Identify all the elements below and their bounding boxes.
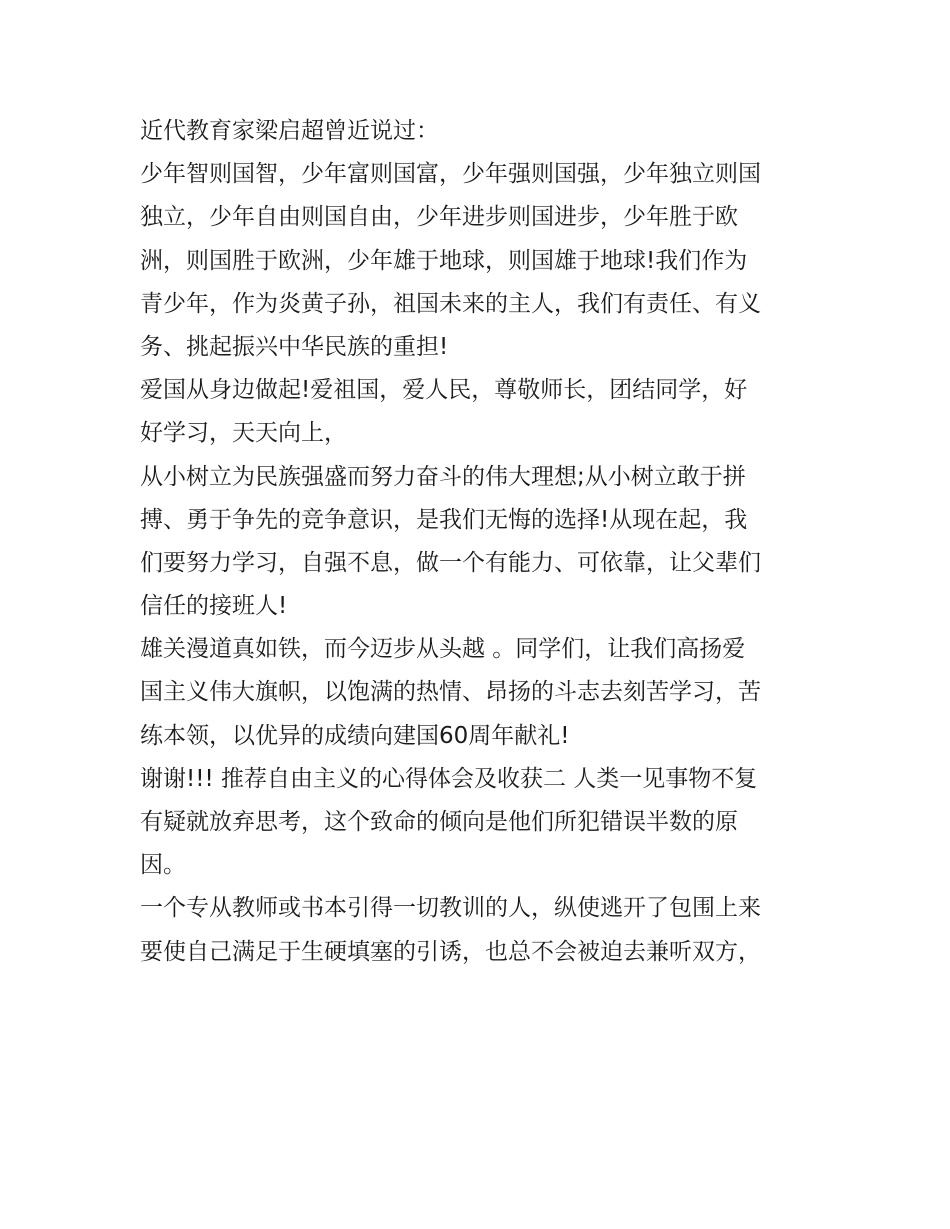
text-line: 们要努力学习，自强不息，做一个有能力、可依靠，让父辈们 bbox=[140, 549, 761, 576]
text-line: 好学习，天天向上， bbox=[140, 420, 347, 447]
text-line: 从小树立为民族强盛而努力奋斗的伟大理想;从小树立敢于拼 bbox=[140, 463, 746, 490]
text-line: 近代教育家梁启超曾近说过： bbox=[140, 118, 439, 144]
body-text bbox=[140, 110, 820, 974]
text-line: 独立，少年自由则国自由，少年进步则国进步，少年胜于欧 bbox=[140, 204, 738, 231]
text-line: 搏、勇于争先的竞争意识，是我们无悔的选择!从现在起，我 bbox=[140, 506, 748, 533]
text-line: 洲，则国胜于欧洲，少年雄于地球，则国雄于地球!我们作为 bbox=[140, 247, 748, 274]
text-line: 国主义伟大旗帜，以饱满的热情、昂扬的斗志去刻苦学习，苦 bbox=[140, 679, 761, 706]
text-line: 信任的接班人! bbox=[140, 593, 288, 620]
text-line: 谢谢!!! 推荐自由主义的心得体会及收获二 人类一见事物不复 bbox=[140, 765, 758, 792]
text-line: 有疑就放弃思考，这个致命的倾向是他们所犯错误半数的原 bbox=[140, 809, 738, 835]
text-line: 少年智则国智，少年富则国富，少年强则国强，少年独立则国 bbox=[140, 161, 761, 188]
text-line: 务、挑起振兴中华民族的重担! bbox=[140, 333, 449, 360]
text-line: 练本领，以优异的成绩向建国60周年献礼! bbox=[140, 722, 570, 749]
text-line: 爱国从身边做起!爱祖国，爱人民，尊敬师长，团结同学，好 bbox=[140, 377, 748, 404]
text-line: 要使自己满足于生硬填塞的引诱，也总不会被迫去兼听双方， bbox=[140, 938, 761, 965]
text-line: 青少年，作为炎黄子孙，祖国未来的主人，我们有责任、有义 bbox=[140, 290, 761, 317]
text-line: 雄关漫道真如铁，而今迈步从头越 。同学们，让我们高扬爱 bbox=[140, 636, 746, 663]
text-line: 因。 bbox=[140, 852, 186, 879]
text-line: 一个专从教师或书本引得一切教训的人，纵使逃开了包围上来 bbox=[140, 895, 761, 922]
